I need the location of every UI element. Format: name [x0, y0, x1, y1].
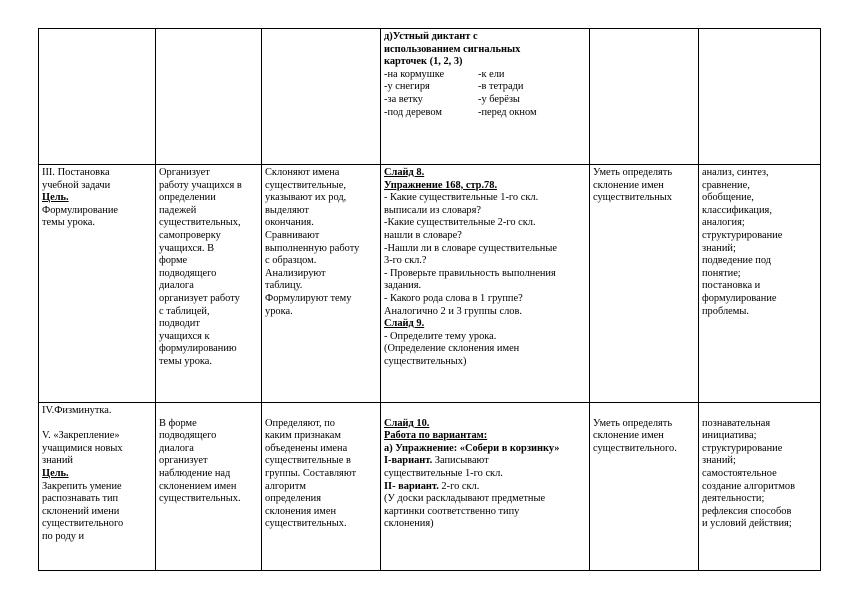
- text-line: определении: [159, 192, 216, 204]
- row1-content-cell: [381, 29, 590, 165]
- text-line: диалога: [159, 280, 194, 292]
- goal-label: Цель.: [42, 467, 69, 479]
- text-line: существительные 1-го скл.: [384, 467, 503, 479]
- text-line: Формулируют тему: [265, 292, 352, 304]
- dictation-pair: -у снегиря -в тетради: [384, 81, 524, 93]
- text-line: - Какого рода слова в 1 группе?: [384, 292, 523, 304]
- text-line: каким признакам: [265, 430, 341, 442]
- text-line: темы урока.: [159, 355, 212, 367]
- text-line: создание алгоритмов: [702, 480, 796, 492]
- text-line: склонение имен: [593, 430, 664, 442]
- variant-2-label: II- вариант.: [384, 480, 439, 492]
- text-line: 3-го скл.?: [384, 255, 427, 267]
- row3-stage-cell: [39, 403, 156, 571]
- goal-text-line: Формулирование: [42, 204, 119, 216]
- dictation-pair: -на кормушке -к ели: [384, 68, 505, 80]
- text-line: форме: [159, 255, 188, 267]
- text-line: существительные,: [265, 179, 346, 191]
- text-line: задания.: [384, 280, 422, 292]
- text-line: подводит: [159, 318, 200, 330]
- table-row: [39, 29, 821, 165]
- dictation-pair: -за ветку -у берёзы: [384, 93, 520, 105]
- text-line: -Какие существительные 2-го скл.: [384, 217, 536, 229]
- text-line: наблюдение над: [159, 467, 231, 479]
- goal-text-line: распознавать тип: [42, 493, 119, 505]
- text-line: учащихся к: [159, 330, 210, 342]
- row2-stage-cell: [39, 165, 156, 403]
- text-line: Анализируют: [265, 267, 326, 279]
- exercise-label: а) Упражнение: «Собери в корзинку»: [384, 442, 560, 454]
- text-line: Уметь определять: [593, 167, 673, 178]
- text-line: формулированию: [159, 343, 237, 355]
- text-line: склонения): [384, 518, 434, 530]
- row3-uud-cell: [699, 403, 821, 571]
- row1-stage-cell: [39, 29, 156, 165]
- text-line: В форме: [159, 417, 197, 429]
- dictation-heading-line: использованием сигнальных: [384, 43, 521, 55]
- text-line: окончания.: [265, 217, 314, 229]
- text-line: сравнение,: [702, 179, 750, 191]
- text-line: рефлексия способов: [702, 505, 792, 517]
- text-line: указывают их род,: [265, 192, 347, 204]
- goal-text-line: склонений имени: [42, 505, 120, 517]
- text-line: (Определение склонения имен: [384, 343, 520, 355]
- variant-1-text: Записывают: [432, 455, 489, 467]
- goal-label: Цель.: [42, 192, 69, 204]
- text-line: существительных): [384, 355, 467, 367]
- text-line: урока.: [265, 305, 293, 317]
- text-line: подводящего: [159, 267, 217, 279]
- slide-label: Слайд 9.: [384, 318, 425, 330]
- variant-1-line: [384, 455, 586, 468]
- dictation-pair: -под деревом -перед окном: [384, 106, 537, 118]
- text-line: выписали из словаря?: [384, 204, 482, 216]
- row3-results-cell: [590, 403, 699, 571]
- goal-text-line: существительного: [42, 518, 124, 530]
- text-line: инициатива;: [702, 430, 757, 442]
- text-line: с таблицей,: [159, 305, 210, 317]
- text-line: группы. Составляют: [265, 467, 356, 479]
- text-line: диалога: [159, 442, 194, 454]
- text-line: существительных,: [159, 217, 241, 229]
- text-line: и условий действия;: [702, 518, 792, 530]
- variants-label: Работа по вариантам:: [384, 430, 488, 442]
- text-line: обобщение,: [702, 192, 754, 204]
- row3-content-cell: [381, 403, 590, 571]
- text-line: - Определите тему урока.: [384, 330, 497, 342]
- row2-results-cell: [590, 165, 699, 403]
- text-line: самостоятельное: [702, 467, 777, 479]
- text-line: знаний;: [702, 455, 736, 467]
- text-line: картинки соответственно типу: [384, 505, 520, 517]
- text-line: классификация,: [702, 204, 772, 216]
- variant-1-label: I-вариант.: [384, 455, 433, 467]
- text-line: выделяют: [265, 204, 309, 216]
- slide-label: Слайд 8.: [384, 167, 425, 178]
- fizminutka-label: IV.Физминутка.: [42, 405, 112, 416]
- text-line: выполненную работу: [265, 242, 360, 254]
- stage-title-line: V. «Закрепление»: [42, 430, 120, 442]
- text-line: Организует: [159, 167, 210, 178]
- row3-students-cell: [262, 403, 381, 571]
- text-line: склонением имен: [159, 480, 237, 492]
- stage-title-line: III. Постановка: [42, 167, 110, 178]
- row1-uud-cell: [699, 29, 821, 165]
- text-line: формулирование: [702, 292, 777, 304]
- text-line: Сравнивают: [265, 229, 320, 241]
- text-line: понятие;: [702, 267, 741, 279]
- text-line: знаний;: [702, 242, 736, 254]
- stage-title-line: учащимися новых: [42, 442, 123, 454]
- text-line: определения: [265, 493, 322, 505]
- dictation-heading-line: карточек (1, 2, 3): [384, 56, 463, 68]
- text-line: существительных.: [159, 493, 241, 505]
- text-line: познавательная: [702, 417, 771, 429]
- lesson-plan-table: [38, 28, 821, 571]
- exercise-label: Упражнение 168, стр.78.: [384, 179, 498, 191]
- text-line: самопроверку: [159, 229, 221, 241]
- text-line: существительные в: [265, 455, 351, 467]
- text-line: учащихся. В: [159, 242, 215, 254]
- text-line: Уметь определять: [593, 417, 673, 429]
- variant-2-line: [384, 481, 586, 494]
- text-line: объеденены имена: [265, 442, 348, 454]
- text-line: нашли в словаре?: [384, 229, 462, 241]
- text-line: алгоритм: [265, 480, 306, 492]
- text-line: структурирование: [702, 442, 783, 454]
- text-line: организует работу: [159, 292, 240, 304]
- text-line: существительного.: [593, 442, 677, 454]
- text-line: склонение имен: [593, 179, 664, 191]
- text-line: - Проверьте правильность выполнения: [384, 267, 556, 279]
- text-line: Склоняют имена: [265, 167, 340, 178]
- stage-title-line: знаний: [42, 455, 73, 467]
- row1-results-cell: [590, 29, 699, 165]
- text-line: склонения имен: [265, 505, 337, 517]
- text-line: падежей: [159, 204, 197, 216]
- text-line: анализ, синтез,: [702, 167, 769, 178]
- text-line: деятельности;: [702, 493, 765, 505]
- text-line: аналогия;: [702, 217, 745, 229]
- row2-content-cell: [381, 165, 590, 403]
- row2-teacher-cell: [156, 165, 262, 403]
- slide-label: Слайд 10.: [384, 417, 430, 429]
- text-line: таблицу.: [265, 280, 303, 292]
- variant-2-text: 2-го скл.: [438, 480, 480, 492]
- row2-uud-cell: [699, 165, 821, 403]
- text-line: Определяют, по: [265, 417, 335, 429]
- text-line: постановка и: [702, 280, 761, 292]
- text-line: подведение под: [702, 255, 772, 267]
- text-line: организует: [159, 455, 208, 467]
- text-line: подводящего: [159, 430, 217, 442]
- text-line: (У доски раскладывают предметные: [384, 493, 546, 505]
- table-row: [39, 165, 821, 403]
- text-line: -Нашли ли в словаре существительные: [384, 242, 557, 254]
- goal-text-line: по роду и: [42, 530, 85, 542]
- text-line: структурирование: [702, 229, 783, 241]
- text-line: существительных.: [265, 518, 347, 530]
- text-line: - Какие существительные 1-го скл.: [384, 192, 539, 204]
- dictation-heading-line: д)Устный диктант с: [384, 31, 478, 42]
- row3-teacher-cell: [156, 403, 262, 571]
- stage-title-line: учебной задачи: [42, 179, 111, 191]
- goal-text-line: Закрепить умение: [42, 480, 122, 492]
- row1-students-cell: [262, 29, 381, 165]
- text-line: с образцом.: [265, 255, 317, 267]
- row1-teacher-cell: [156, 29, 262, 165]
- text-line: Аналогично 2 и 3 группы слов.: [384, 305, 523, 317]
- text-line: работу учащихся в: [159, 179, 242, 191]
- text-line: проблемы.: [702, 305, 749, 317]
- row2-students-cell: [262, 165, 381, 403]
- text-line: существительных: [593, 192, 672, 204]
- table-row: [39, 403, 821, 571]
- goal-text-line: темы урока.: [42, 217, 95, 229]
